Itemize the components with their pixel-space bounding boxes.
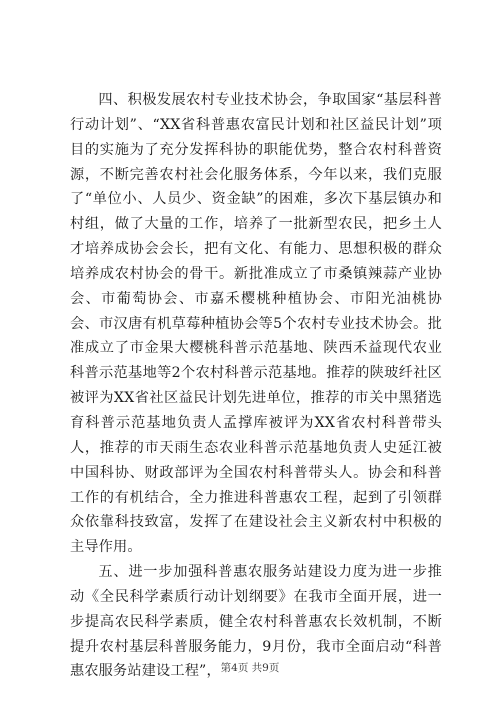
paragraph-4-association-development: 四、积极发展农村专业技术协会，争取国家“基层科普行动计划”、“XX省科普惠农富民计划和社区益民计划”项目的实施为了充分发挥科协的职能优势，整合农村科普资源，不断完善农村社会化服务体系，今年以来，我们克服了“单位小、人员少、资金缺”的困难，多次下基层镇办和村组，做了大量的工作，培养了一批新型农民，把乡土人才培养成协会会长，把有文化、有能力、思想积极的群众培养成农村协会的骨干。新批准成立了市桑镇辣蒜产业协会、市葡萄协会、市嘉禾樱桃种植协会、市阳光油桃协会、市汉唐有机草莓种植协会等5个农村专业技术协会。批准成立了市金果大樱桃科普示范基地、陕西禾益现代农业科普示范基地等2个农村科普示范基地。推荐的陕玻纤社区被评为XX省社区益民计划先进单位，推荐的市关中黑猪选育科普示范基地负责人孟撑库被评为XX省农村科普带头人，推荐的市天雨生态农业科普示范基地负责人史延江被中国科协、财政部评为全国农村科普带头人。协会和科普工作的有机结合，全力推进科普惠农工程，起到了引领群众依靠科技致富，发挥了在建设社会主义新农村中积极的主导作用。: [70, 92, 442, 556]
paragraph-5-service-station-construction: 五、进一步加强科普惠农服务站建设力度为进一步推动《全民科学素质行动计划纲要》在我市全面开展，进一步提高农民科学素质，健全农村科普惠农长效机制，不断提升农村基层科普服务能力，9月份，我市全面启动“科普惠农服务站建设工程”，: [70, 564, 442, 680]
page-number-footer: 第4页 共9页: [220, 662, 280, 674]
document-body: [70, 88, 442, 684]
